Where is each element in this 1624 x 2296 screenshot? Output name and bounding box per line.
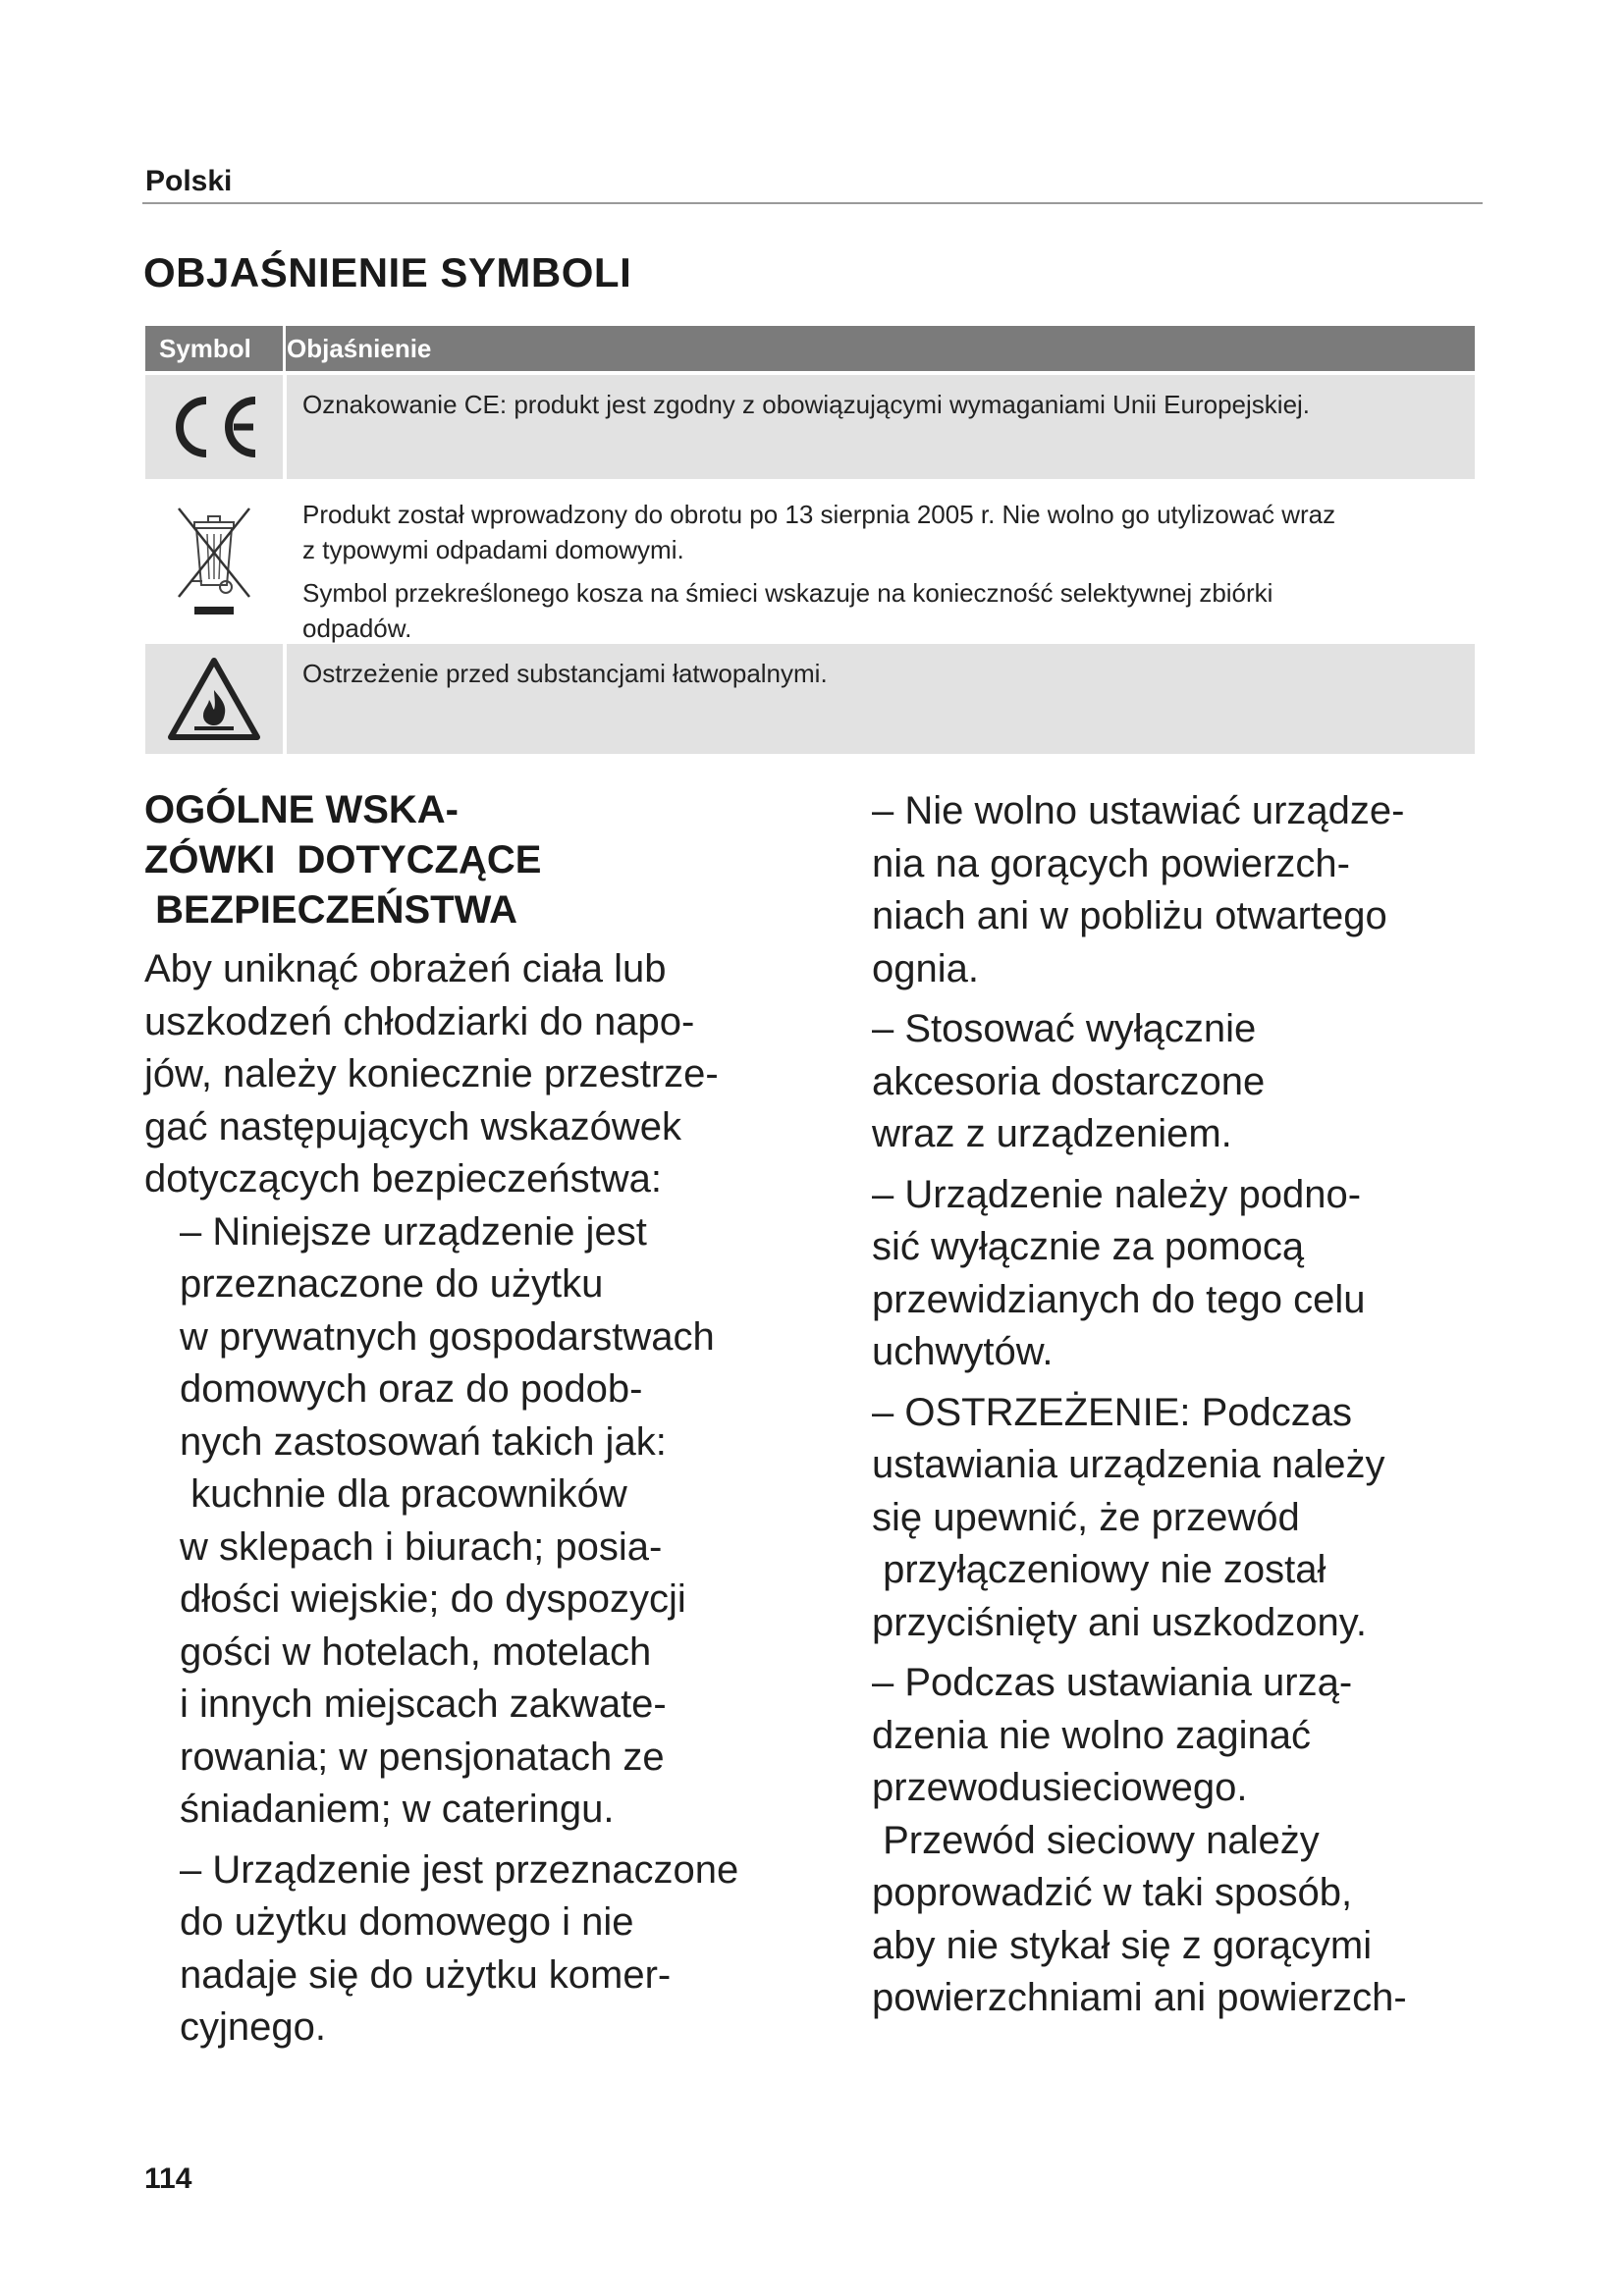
text-line: rowania; w pensjonatach ze [180,1735,665,1779]
text-line: uszkodzeń chłodziarki do napo- [144,999,695,1043]
text-line: i innych miejscach zakwate- [180,1682,667,1726]
column-header-explanation: Objaśnienie [287,333,432,363]
text-line: przewodusieciowego. [872,1766,1248,1809]
text-line: do użytku domowego i nie [180,1900,634,1944]
text-line: przyłączeniowy nie został [872,1548,1326,1591]
text-line: Przewód sieciowy należy [872,1818,1320,1862]
explanation-paragraph [302,575,1461,646]
page-number: 114 [144,2163,192,2195]
text-line: się upewnić, że przewód [872,1495,1300,1539]
header-divider [142,202,1483,204]
explanation-line: Ostrzeżenie przed substancjami łatwopalnymi. [302,659,828,688]
text-line: – Urządzenie jest przeznaczone [180,1847,739,1892]
text-line: uchwytów. [872,1330,1054,1373]
explanation-line: Symbol przekreślonego kosza na śmieci wskazuje na konieczność selektywnej zbiórki [302,578,1273,608]
text-line: śniadaniem; w cateringu. [180,1788,615,1831]
text-line: niach ani w pobliżu otwartego [872,894,1387,937]
heading-line: ZÓWKI DOTYCZĄCE [144,838,542,881]
explanation-line: Oznakowanie CE: produkt jest zgodny z obowiązującymi wymaganiami Unii Europejskiej. [302,390,1311,419]
explanation-line: Produkt został wprowadzony do obrotu po 13 sierpnia 2005 r. Nie wolno go utylizować wraz [302,500,1336,529]
text-line: przewidzianych do tego celu [872,1277,1366,1321]
symbol-explanation-weee [287,483,1475,643]
text-line: gości w hotelach, motelach [180,1629,652,1674]
text-line: akcesoria dostarczone [872,1059,1266,1103]
explanation-line: z typowymi odpadami domowymi. [302,535,684,564]
safety-right-column [872,785,1500,2025]
text-line: dzenia nie wolno zaginać [872,1713,1311,1757]
text-line: przeznaczone do użytku [180,1262,604,1306]
text-line: – Urządzenie należy podno- [872,1172,1362,1216]
symbol-explanation-ce [287,375,1475,479]
text-line: dłości wiejskie; do dyspozycji [180,1577,686,1621]
text-line: ustawiania urządzenia należy [872,1443,1385,1486]
text-line: – Niniejsze urządzenie jest [180,1209,647,1254]
text-line: w sklepach i biurach; posia- [180,1524,663,1569]
text-line: cyjnego. [180,2005,326,2049]
ce-mark-icon [145,375,283,479]
symbol-row-ce [145,375,1475,479]
text-line: wraz z urządzeniem. [872,1112,1232,1155]
column-header-symbol: Symbol [159,333,251,363]
crossed-bin-icon [145,483,283,640]
page-language-label: Polski [145,165,233,197]
symbol-explanation-flammable [287,644,1475,754]
symbol-row-flammable [145,644,1475,754]
symbols-table-header [145,326,1475,371]
text-line: przyciśnięty ani uszkodzony. [872,1600,1367,1644]
text-line: w prywatnych gospodarstwach [180,1314,715,1359]
text-line: Aby uniknąć obrażeń ciała lub [144,947,667,990]
heading-line: OGÓLNE WSKA- [144,788,459,831]
text-line: gać następujących wskazówek [144,1104,681,1148]
safety-item-warning-cable [872,1387,1500,1650]
symbols-table [145,326,1475,754]
symbols-section-title: OBJAŚNIENIE SYMBOLI [143,249,632,295]
text-line: aby nie stykał się z gorącymi [872,1923,1373,1967]
text-line: nia na gorących powierzch- [872,841,1350,885]
text-line: – OSTRZEŻENIE: Podczas [872,1390,1353,1434]
heading-line: BEZPIECZEŃSTWA [144,888,518,932]
safety-item-household-use [180,1206,832,1837]
text-line: powierzchniami ani powierzch- [872,1976,1407,2019]
safety-item-power-cord [872,1657,1500,2025]
symbol-row-weee [145,483,1475,643]
safety-item-lifting [872,1169,1500,1379]
text-line: sić wyłącznie za pomocą [872,1225,1305,1268]
safety-item-accessories [872,1003,1500,1161]
text-line: poprowadzić w taki sposób, [872,1871,1353,1914]
header-column-divider [283,326,286,371]
text-line: ognia. [872,946,979,990]
text-line: – Stosować wyłącznie [872,1007,1257,1050]
text-line: dotyczących bezpieczeństwa: [144,1157,662,1201]
text-line: kuchnie dla pracowników [180,1472,627,1516]
explanation-paragraph [302,497,1461,567]
safety-item-hot-surfaces [872,785,1500,995]
text-line: nych zastosowań takich jak: [180,1419,667,1464]
text-line: – Nie wolno ustawiać urządze- [872,789,1405,832]
text-line: jów, należy koniecznie przestrze- [144,1052,719,1095]
text-line: nadaje się do użytku komer- [180,1952,672,1997]
safety-item-not-commercial [180,1844,832,2055]
safety-section-heading [144,785,832,935]
safety-intro [144,943,832,1206]
text-line: – Podczas ustawiania urzą- [872,1661,1353,1704]
explanation-line: odpadów. [302,614,412,643]
safety-left-column [144,785,832,2055]
text-line: domowych oraz do podob- [180,1367,643,1411]
flammable-warning-icon [145,644,283,754]
